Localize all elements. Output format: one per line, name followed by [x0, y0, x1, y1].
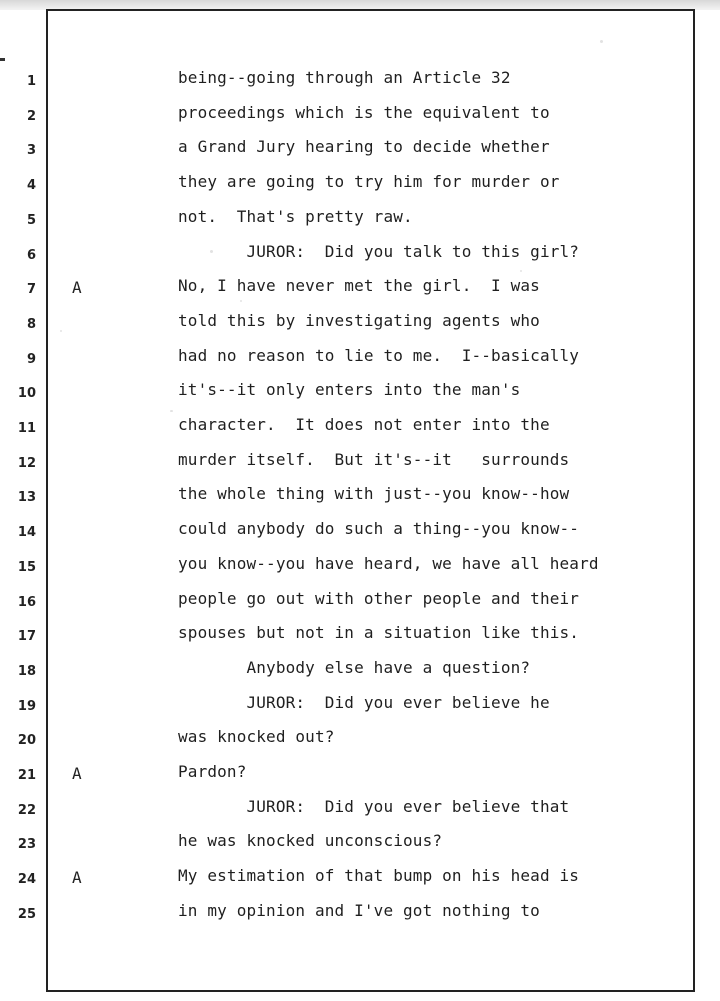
line-text: JUROR: Did you ever believe that [178, 797, 570, 816]
line-number: 5 [26, 213, 36, 228]
transcript-line [0, 238, 720, 268]
transcript-line [0, 203, 720, 233]
line-text: spouses but not in a situation like this. [178, 623, 580, 642]
line-number: 17 [17, 629, 36, 644]
line-number: 6 [26, 248, 36, 263]
transcript-line [0, 99, 720, 129]
line-number: 3 [26, 143, 36, 158]
line-text: it's--it only enters into the man's [178, 380, 521, 399]
line-text: people go out with other people and their [178, 589, 580, 608]
line-number: 13 [17, 490, 36, 505]
transcript-line [0, 342, 720, 372]
transcript-line [0, 550, 720, 580]
line-text: had no reason to lie to me. I--basically [178, 346, 580, 365]
line-text: proceedings which is the equivalent to [178, 103, 550, 122]
speaker-label: A [72, 278, 82, 297]
line-text: JUROR: Did you talk to this girl? [178, 242, 580, 261]
transcript-line [0, 585, 720, 615]
line-number: 16 [17, 595, 36, 610]
transcript-line [0, 654, 720, 684]
line-text: No, I have never met the girl. I was [178, 276, 540, 295]
line-text: Anybody else have a question? [178, 658, 531, 677]
transcript-line [0, 758, 720, 788]
line-text: Pardon? [178, 762, 247, 781]
transcript-line [0, 168, 720, 198]
line-number: 20 [17, 733, 36, 748]
line-number: 22 [17, 803, 36, 818]
line-text: murder itself. But it's--it surrounds [178, 450, 570, 469]
transcript-line [0, 689, 720, 719]
line-number: 4 [26, 178, 36, 193]
line-text: the whole thing with just--you know--how [178, 484, 570, 503]
line-text: character. It does not enter into the [178, 415, 550, 434]
transcript-line [0, 307, 720, 337]
line-text: could anybody do such a thing--you know-- [178, 519, 580, 538]
line-number: 24 [17, 872, 36, 887]
line-number: 10 [17, 386, 36, 401]
line-number: 23 [17, 837, 36, 852]
line-number: 11 [17, 421, 36, 436]
line-text: not. That's pretty raw. [178, 207, 413, 226]
line-number: 25 [17, 907, 36, 922]
line-text: he was knocked unconscious? [178, 831, 443, 850]
transcript-line [0, 446, 720, 476]
line-number: 7 [26, 282, 36, 297]
transcript-line [0, 376, 720, 406]
line-text: you know--you have heard, we have all heard [178, 554, 599, 573]
line-text: was knocked out? [178, 727, 335, 746]
scan-speck [600, 40, 603, 43]
line-text: My estimation of that bump on his head is [178, 866, 580, 885]
line-number: 1 [26, 74, 36, 89]
speaker-label: A [72, 868, 82, 887]
transcript-line [0, 619, 720, 649]
line-number: 19 [17, 699, 36, 714]
line-text: told this by investigating agents who [178, 311, 540, 330]
transcript-line [0, 723, 720, 753]
transcript-line [0, 897, 720, 927]
margin-mark [0, 58, 5, 61]
line-number: 9 [26, 352, 36, 367]
line-number: 21 [17, 768, 36, 783]
line-number: 18 [17, 664, 36, 679]
line-number: 15 [17, 560, 36, 575]
transcript-line [0, 480, 720, 510]
line-text: in my opinion and I've got nothing to [178, 901, 540, 920]
transcript-line [0, 862, 720, 892]
transcript-line [0, 515, 720, 545]
transcript-line [0, 133, 720, 163]
line-text: JUROR: Did you ever believe he [178, 693, 550, 712]
line-number: 8 [26, 317, 36, 332]
line-text: a Grand Jury hearing to decide whether [178, 137, 550, 156]
speaker-label: A [72, 764, 82, 783]
line-number: 12 [17, 456, 36, 471]
line-text: they are going to try him for murder or [178, 172, 560, 191]
transcript-line [0, 272, 720, 302]
line-number: 14 [17, 525, 36, 540]
line-number: 2 [26, 109, 36, 124]
transcript-line [0, 827, 720, 857]
transcript-line [0, 64, 720, 94]
transcript-line [0, 793, 720, 823]
transcript-line [0, 411, 720, 441]
line-text: being--going through an Article 32 [178, 68, 511, 87]
